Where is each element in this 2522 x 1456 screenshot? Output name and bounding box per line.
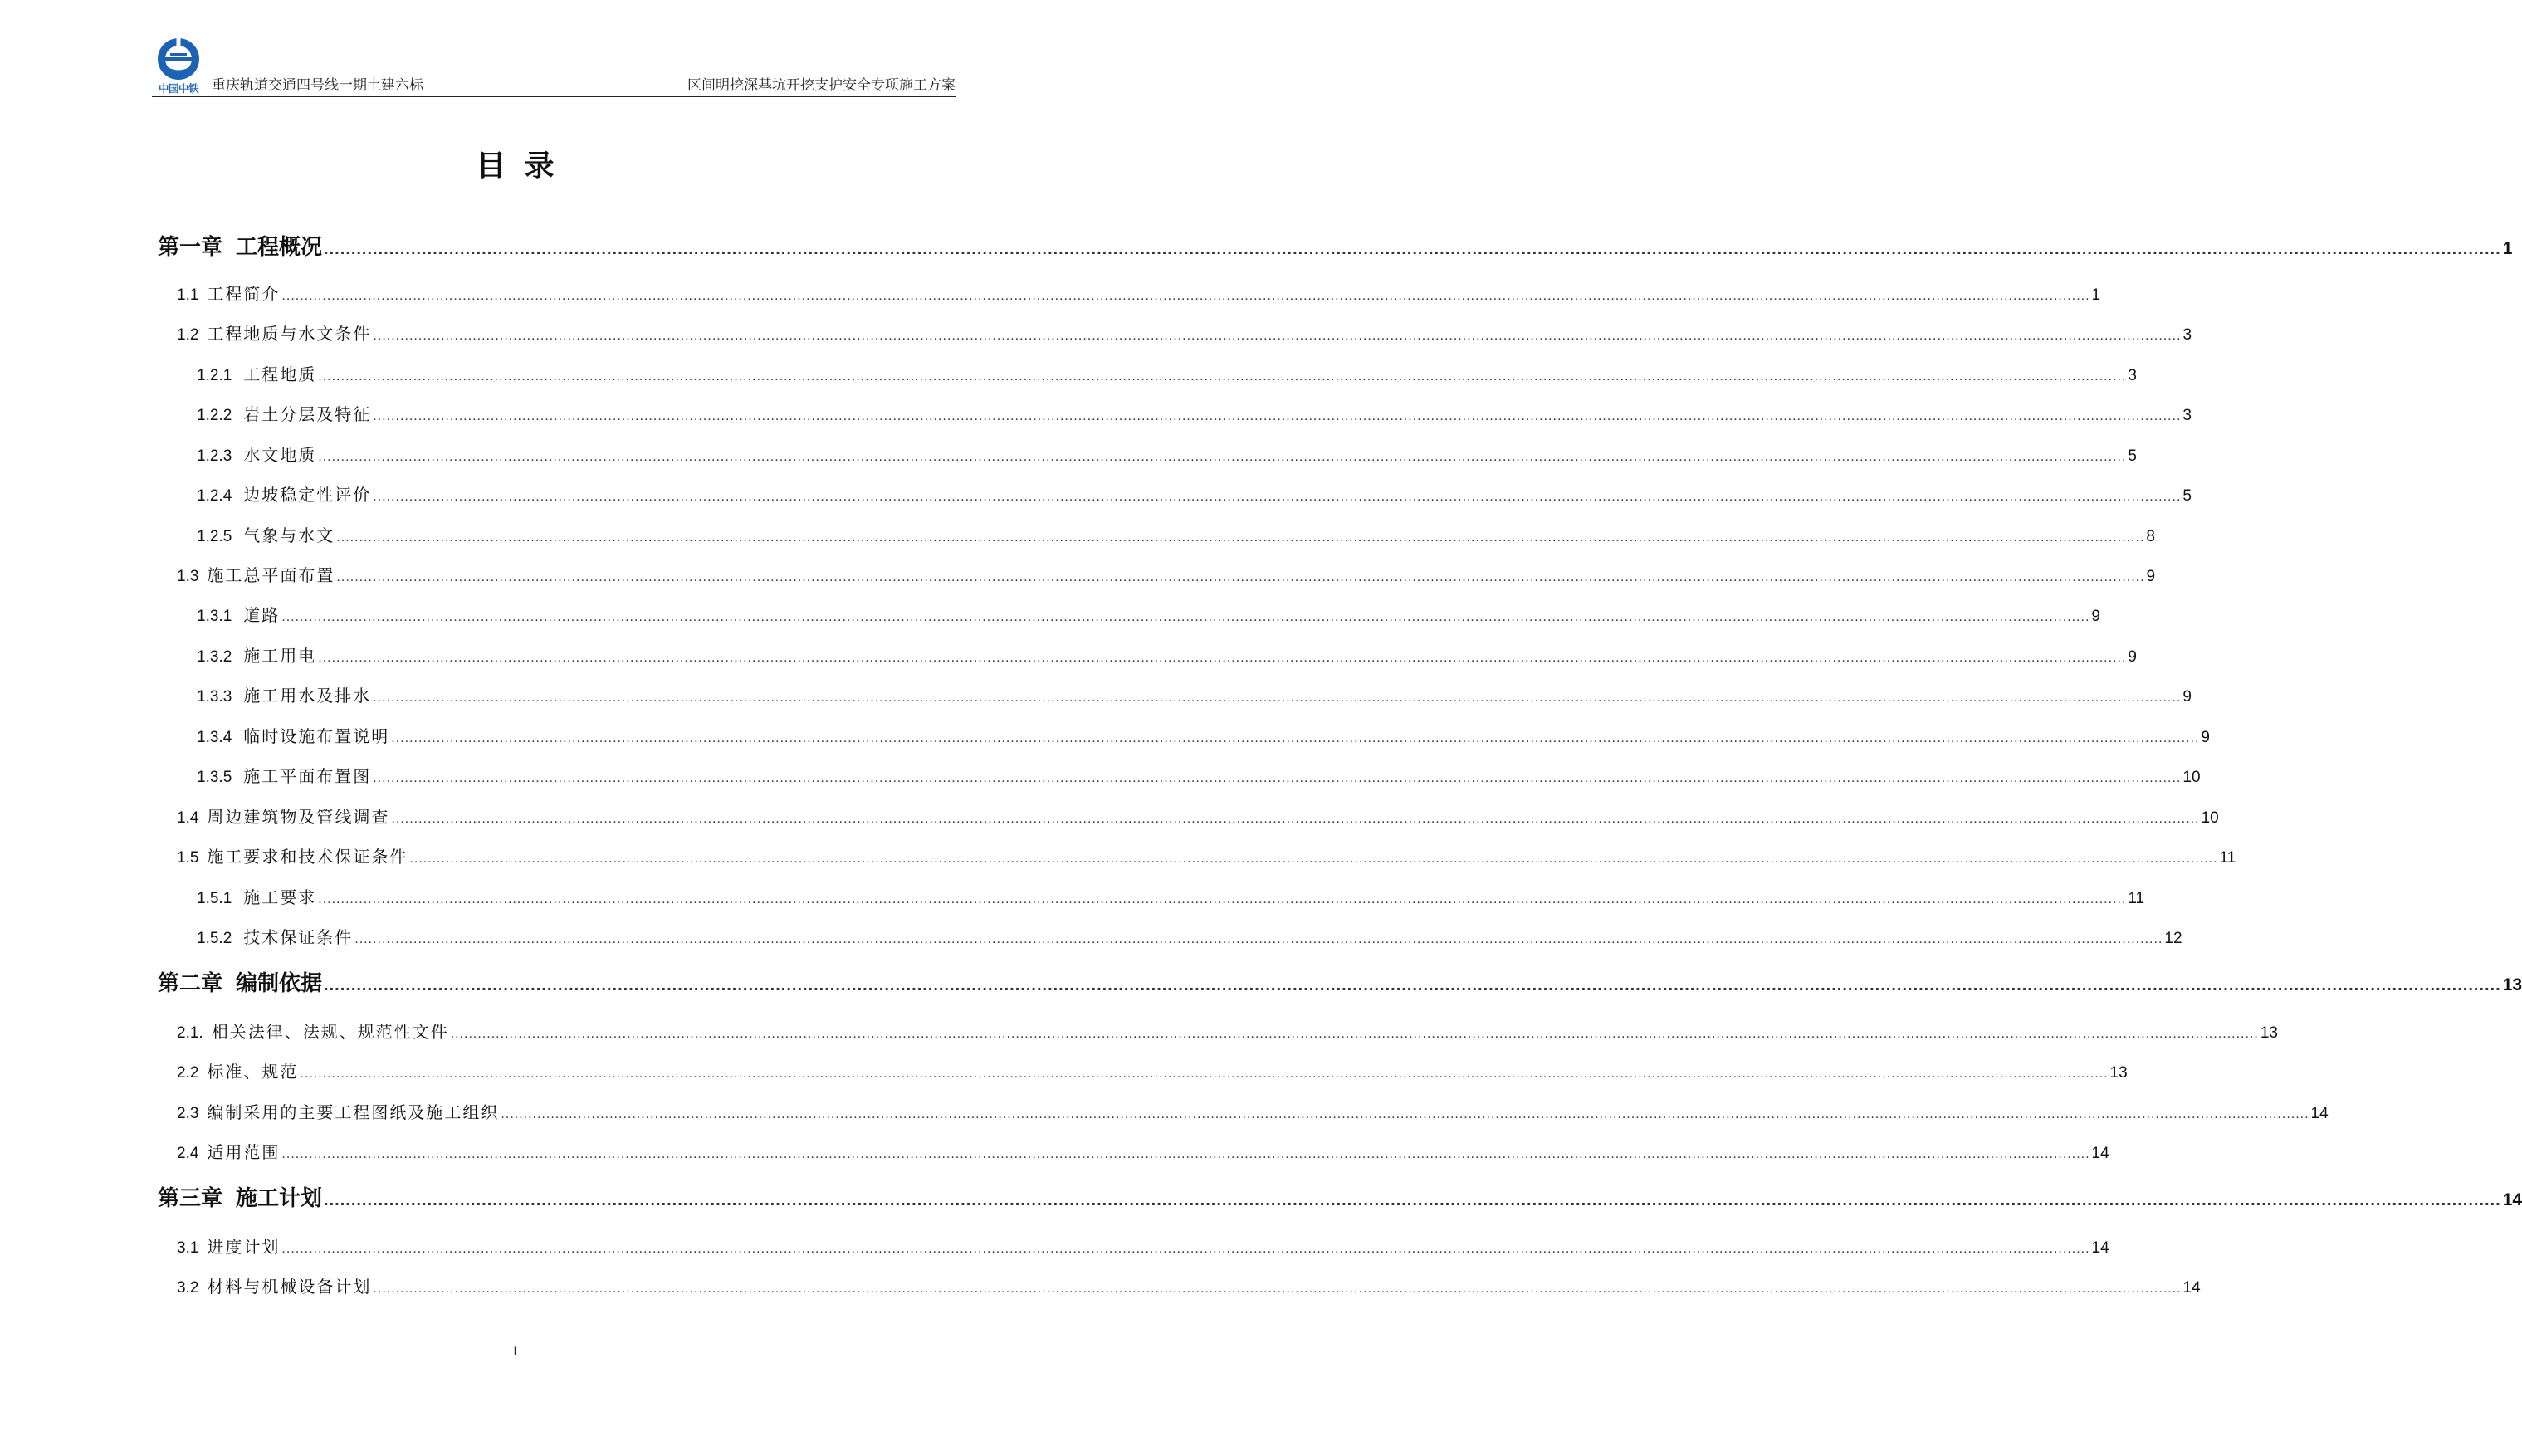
toc-entry-title: 编制依据: [236, 971, 323, 996]
dot-leader: ................................................................................................................................................................................................................................................................................................................................................................................................................: [336, 530, 2145, 545]
toc-entry-number: 1.5: [177, 849, 199, 867]
dot-leader: ................................................................................................................................................................................................................................................................................................................................................................................................................: [354, 932, 2163, 946]
toc-entry-page: 9: [2091, 608, 2100, 625]
toc-entry-title: 标准、规范: [207, 1062, 299, 1082]
toc-entry[interactable]: [177, 1059, 2128, 1087]
toc-entry-page: 9: [2182, 688, 2192, 706]
dot-leader: ................................................................................................................................................................................................................................................................................................................................................................................................................: [281, 610, 2090, 624]
toc-entry-title: 施工要求和技术保证条件: [207, 847, 408, 867]
toc-entry[interactable]: [197, 925, 2182, 952]
dot-leader: ................................................................................................................................................................................................................................................................................................................................................................................................................: [373, 771, 2182, 785]
dot-leader: ................................................................................................................................................................................................................................................................................................................................................................................................................: [373, 691, 2182, 705]
toc-entry-page: 12: [2164, 930, 2182, 947]
toc-entry[interactable]: [177, 281, 2101, 309]
toc-entry[interactable]: [177, 321, 2192, 349]
toc-entry[interactable]: [177, 1019, 2278, 1047]
toc-entry[interactable]: [177, 563, 2156, 590]
toc-entry-page: 9: [2128, 648, 2137, 666]
toc-entry-page: 13: [2260, 1024, 2278, 1042]
page-header: [152, 37, 956, 98]
dot-leader: ................................................................................................................................................................................................................................................................................................................................................................................................................: [336, 570, 2145, 584]
toc-entry-title: 施工要求: [243, 887, 317, 907]
toc-entry-number: 1.3: [177, 568, 199, 585]
toc-entry[interactable]: [197, 603, 2100, 630]
toc-entry-page: 13: [2502, 975, 2522, 994]
toc-entry-title: 岩土分层及特征: [243, 404, 372, 424]
toc-entry-title: 工程简介: [207, 284, 281, 304]
toc-entry-title: 道路: [243, 605, 281, 625]
toc-entry-title: 施工计划: [236, 1186, 323, 1211]
toc-entry-number: 2.4: [177, 1145, 199, 1162]
dot-leader: ................................................................................................................................................................................................................................................................................................................................................................................................................: [318, 892, 2127, 906]
toc-entry-number: 1.2.3: [197, 447, 232, 465]
toc-entry-page: 5: [2128, 447, 2137, 465]
toc-entry-title: 临时设施布置说明: [243, 726, 390, 746]
toc-entry-number: 第二章: [158, 971, 223, 996]
toc-entry-number: 1.5.2: [197, 930, 232, 947]
toc-entry-page: 10: [2201, 809, 2219, 827]
toc-entry-title: 施工总平面布置: [207, 565, 335, 585]
toc-entry[interactable]: [197, 885, 2145, 912]
toc-entry-page: 11: [2219, 849, 2236, 867]
toc-entry-page: 3: [2128, 367, 2137, 384]
toc-entry-page: 10: [2182, 769, 2201, 786]
page-number: I: [513, 1344, 517, 1357]
crec-logo-icon: [152, 37, 205, 83]
toc-entry-number: 1.2.4: [197, 487, 232, 505]
toc-entry[interactable]: [177, 1140, 2109, 1167]
toc-entry[interactable]: [158, 970, 2522, 999]
toc-entry-number: 1.3.1: [197, 608, 232, 625]
toc-entry-number: 第三章: [158, 1186, 223, 1211]
toc-entry[interactable]: [197, 402, 2192, 429]
toc-entry-page: 14: [2502, 1190, 2522, 1209]
toc-entry-number: 1.4: [177, 809, 199, 827]
dot-leader: ................................................................................................................................................................................................................................................................................................................................................................................................................: [281, 289, 2090, 303]
dot-leader: ................................................................................................................................................................................................................................................................................................................................................................................................................: [281, 1147, 2090, 1161]
toc-entry[interactable]: [177, 804, 2219, 832]
toc-entry-number: 2.3: [177, 1105, 199, 1122]
header-divider: [152, 96, 956, 97]
dot-leader: ................................................................................................................................................................................................................................................................................................................................................................................................................: [391, 812, 2200, 826]
logo-text: 中国中铁: [158, 82, 198, 95]
toc-entry-number: 1.5.1: [197, 890, 232, 907]
dot-leader: ................................................................................................................................................................................................................................................................................................................................................................................................................: [501, 1107, 2309, 1121]
toc-entry-number: 1.2.1: [197, 367, 232, 384]
toc-entry[interactable]: [177, 1274, 2201, 1302]
dot-leader: ................................................................................................................................................................................................................................................................................................................................................................................................................: [324, 976, 2501, 994]
toc-entry[interactable]: [158, 233, 2513, 263]
toc-entry[interactable]: [197, 643, 2137, 671]
dot-leader: ................................................................................................................................................................................................................................................................................................................................................................................................................: [373, 409, 2182, 423]
toc-entry-title: 施工用水及排水: [243, 686, 372, 706]
toc-entry-title: 水文地质: [243, 445, 317, 465]
toc-entry-page: 1: [2091, 286, 2101, 304]
dot-leader: ................................................................................................................................................................................................................................................................................................................................................................................................................: [318, 450, 2127, 464]
toc-entry[interactable]: [177, 1100, 2329, 1127]
toc-entry[interactable]: [177, 1234, 2109, 1262]
toc-entry-title: 工程地质与水文条件: [207, 324, 372, 344]
toc-entry-title: 编制采用的主要工程图纸及施工组织: [207, 1102, 500, 1122]
toc-entry-page: 5: [2182, 487, 2192, 505]
toc-entry-number: 3.1: [177, 1239, 199, 1257]
page-title: 目录: [476, 149, 573, 183]
toc-entry[interactable]: [197, 442, 2137, 470]
project-name: 重庆轨道交通四号线一期土建六标: [212, 77, 423, 94]
toc-entry-title: 周边建筑物及管线调查: [207, 807, 390, 827]
toc-entry-page: 14: [2310, 1105, 2329, 1122]
toc-entry-page: 13: [2109, 1064, 2128, 1082]
toc-entry-number: 1.2.2: [197, 407, 232, 424]
toc-entry-title: 气象与水文: [243, 525, 335, 545]
toc-entry-title: 施工平面布置图: [243, 766, 372, 786]
toc-entry-title: 边坡稳定性评价: [243, 485, 372, 505]
toc-entry-number: 1.3.3: [197, 688, 232, 706]
toc-entry-number: 第一章: [158, 235, 223, 260]
toc-entry-number: 2.1.: [177, 1024, 203, 1042]
dot-leader: ................................................................................................................................................................................................................................................................................................................................................................................................................: [281, 1242, 2090, 1256]
toc-entry[interactable]: [197, 362, 2137, 389]
toc-entry-number: 1.3.4: [197, 729, 232, 746]
dot-leader: ................................................................................................................................................................................................................................................................................................................................................................................................................: [450, 1027, 2259, 1041]
toc-entry[interactable]: [197, 482, 2192, 510]
toc-entry[interactable]: [197, 523, 2155, 550]
toc-entry[interactable]: [197, 683, 2192, 711]
toc-entry-title: 施工用电: [243, 646, 317, 666]
toc-entry-number: 1.2.5: [197, 528, 232, 545]
toc-entry-title: 工程地质: [243, 364, 317, 384]
toc-entry-title: 工程概况: [236, 235, 323, 260]
toc-entry-title: 相关法律、法规、规范性文件: [211, 1022, 449, 1042]
toc-entry[interactable]: [177, 844, 2236, 872]
toc-entry-number: 1.1: [177, 286, 199, 304]
toc-entry-page: 1: [2502, 239, 2513, 258]
toc-entry[interactable]: [197, 724, 2210, 751]
dot-leader: ................................................................................................................................................................................................................................................................................................................................................................................................................: [318, 369, 2127, 384]
toc-entry-page: 14: [2182, 1279, 2201, 1297]
toc-entry-page: 14: [2091, 1239, 2109, 1257]
toc-entry[interactable]: [197, 764, 2201, 791]
toc-entry-title: 进度计划: [207, 1237, 281, 1257]
toc-entry-page: 14: [2091, 1145, 2109, 1162]
dot-leader: ................................................................................................................................................................................................................................................................................................................................................................................................................: [324, 1191, 2501, 1209]
toc-entry-page: 11: [2128, 890, 2145, 907]
toc-entry-page: 9: [2146, 568, 2156, 585]
toc-entry-page: 3: [2182, 326, 2192, 344]
toc-entry[interactable]: [158, 1185, 2522, 1214]
dot-leader: ................................................................................................................................................................................................................................................................................................................................................................................................................: [373, 329, 2182, 343]
dot-leader: ................................................................................................................................................................................................................................................................................................................................................................................................................: [318, 651, 2127, 665]
company-logo: [152, 37, 205, 98]
toc-entry-title: 适用范围: [207, 1142, 281, 1162]
dot-leader: ................................................................................................................................................................................................................................................................................................................................................................................................................: [300, 1067, 2109, 1081]
dot-leader: ................................................................................................................................................................................................................................................................................................................................................................................................................: [409, 852, 2218, 866]
toc-entry-number: 1.3.2: [197, 648, 232, 666]
toc-entry-number: 1.3.5: [197, 769, 232, 786]
toc-entry-page: 3: [2182, 407, 2192, 424]
toc-entry-page: 8: [2146, 528, 2155, 545]
toc-entry-number: 1.2: [177, 326, 199, 344]
dot-leader: ................................................................................................................................................................................................................................................................................................................................................................................................................: [373, 490, 2182, 504]
toc-entry-title: 材料与机械设备计划: [207, 1277, 372, 1297]
toc-entry-number: 2.2: [177, 1064, 199, 1082]
document-name: 区间明挖深基坑开挖支护安全专项施工方案: [687, 77, 956, 94]
dot-leader: ................................................................................................................................................................................................................................................................................................................................................................................................................: [391, 731, 2200, 745]
dot-leader: ................................................................................................................................................................................................................................................................................................................................................................................................................: [324, 240, 2501, 258]
toc-entry-page: 9: [2201, 729, 2210, 746]
dot-leader: ................................................................................................................................................................................................................................................................................................................................................................................................................: [373, 1282, 2182, 1296]
toc-entry-title: 技术保证条件: [243, 927, 354, 947]
toc-entry-number: 3.2: [177, 1279, 199, 1297]
